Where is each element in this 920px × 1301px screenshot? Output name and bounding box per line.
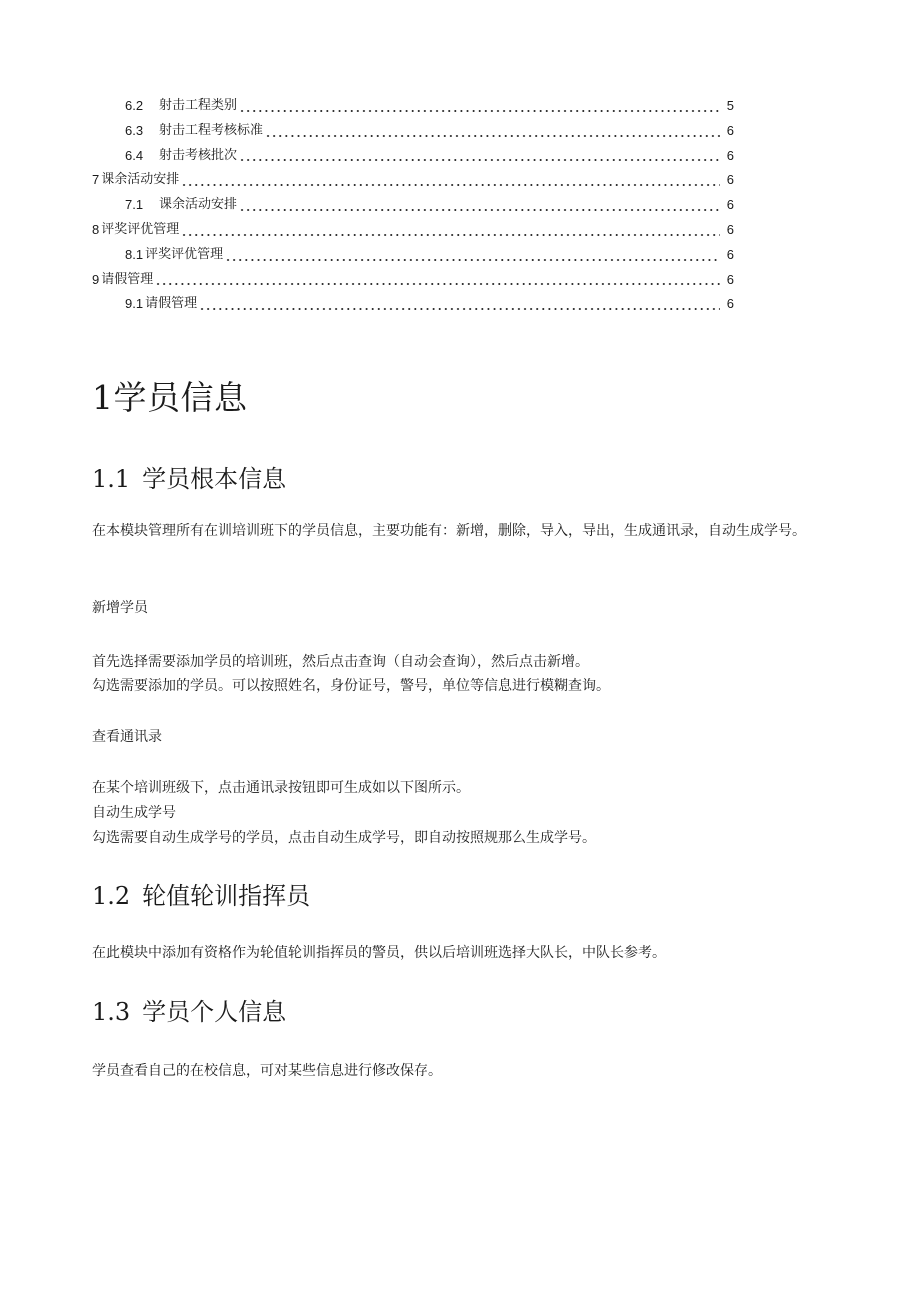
toc-entry-page: 6 [726,197,734,213]
toc-entry-number: 9.1 [125,296,144,312]
section-number: 1.3 [92,998,131,1026]
toc-entry-number: 9 [92,271,100,287]
toc-entry-page: 5 [726,98,734,113]
toc-entry [92,292,734,317]
toc-entry-title: 课余活动安排 [101,172,180,188]
section-heading-1-1 [92,463,286,495]
toc-entry [92,193,734,218]
auto-number-paragraph: 勾选需要自动生成学号的学员，点击自动生成学号，即自动按照规那么生成学号。 [92,830,596,846]
chapter-title: 学员信息 [113,378,248,417]
contacts-paragraph: 在某个培训班级下，点击通讯录按钮即可生成如以下图所示。 [92,780,470,796]
add-step-2-paragraph: 勾选需要添加的学员。可以按照姓名，身份证号，警号，单位等信息进行模糊查询。 [92,678,610,694]
toc-entry-number: 6.2 [125,98,144,113]
toc-dot-leader [225,259,720,261]
toc-dot-leader [155,283,720,285]
toc-entry-page: 6 [726,172,734,188]
subheading-view-contacts: 查看通讯录 [92,729,162,745]
toc-dot-leader [199,308,720,310]
toc-entry-title: 射击工程考核标准 [159,122,264,138]
subheading-add-student: 新增学员 [92,600,148,616]
toc-entry-title: 请假管理 [101,271,154,287]
section-title: 学员根本信息 [142,465,287,493]
toc-entry-page: 6 [726,296,734,312]
toc-dot-leader [239,159,720,161]
toc-entry [92,218,734,243]
subheading-auto-number: 自动生成学号 [92,805,176,821]
toc-entry-page: 6 [726,246,734,262]
toc-entry-page: 6 [726,122,734,138]
section-1-2-paragraph: 在此模块中添加有资格作为轮值轮训指挥员的警员，供以后培训班选择大队长，中队长参考。 [92,945,666,961]
toc-entry-page: 6 [726,271,734,287]
toc-entry-number: 8 [92,221,100,237]
section-1-3-paragraph: 学员查看自己的在校信息，可对某些信息进行修改保存。 [92,1063,442,1079]
toc-entry-title: 射击工程类别 [159,98,238,113]
toc-entry [92,268,734,293]
toc-entry [92,243,734,268]
toc-dot-leader [181,184,720,186]
toc-dot-leader [239,110,720,112]
toc-entry-page: 6 [726,221,734,237]
toc-entry [92,119,734,144]
toc-entry-number: 7 [92,172,100,188]
section-number: 1.1 [92,465,131,493]
toc-entry-title: 课余活动安排 [159,197,238,213]
table-of-contents [92,94,734,317]
toc-entry-number: 7.1 [125,197,144,213]
section-heading-1-2 [92,880,310,912]
toc-dot-leader [239,209,720,211]
toc-dot-leader [181,234,720,236]
section-title: 轮值轮训指挥员 [142,882,311,910]
toc-entry-title: 射击考核批次 [159,147,238,163]
toc-entry-number: 6.4 [125,147,144,163]
toc-entry-number: 6.3 [125,122,144,138]
toc-entry-title: 评奖评优管理 [101,221,180,237]
toc-entry [92,94,734,119]
toc-entry-title: 评奖评优管理 [145,246,224,262]
toc-entry-title: 请假管理 [145,296,198,312]
toc-entry-page: 6 [726,147,734,163]
chapter-heading [92,377,248,419]
toc-entry [92,168,734,193]
toc-entry [92,144,734,169]
toc-dot-leader [265,135,720,137]
add-step-1-paragraph: 首先选择需要添加学员的培训班，然后点击查询（自动会查询），然后点击新增。 [92,654,589,670]
chapter-number: 1 [92,378,114,417]
section-heading-1-3 [92,996,286,1028]
section-intro-paragraph: 在本模块管理所有在训培训班下的学员信息，主要功能有：新增，删除，导入，导出，生成通讯录，自动生成学号。 [92,523,806,539]
section-title: 学员个人信息 [142,998,287,1026]
toc-entry-number: 8.1 [125,246,144,262]
section-number: 1.2 [92,882,131,910]
